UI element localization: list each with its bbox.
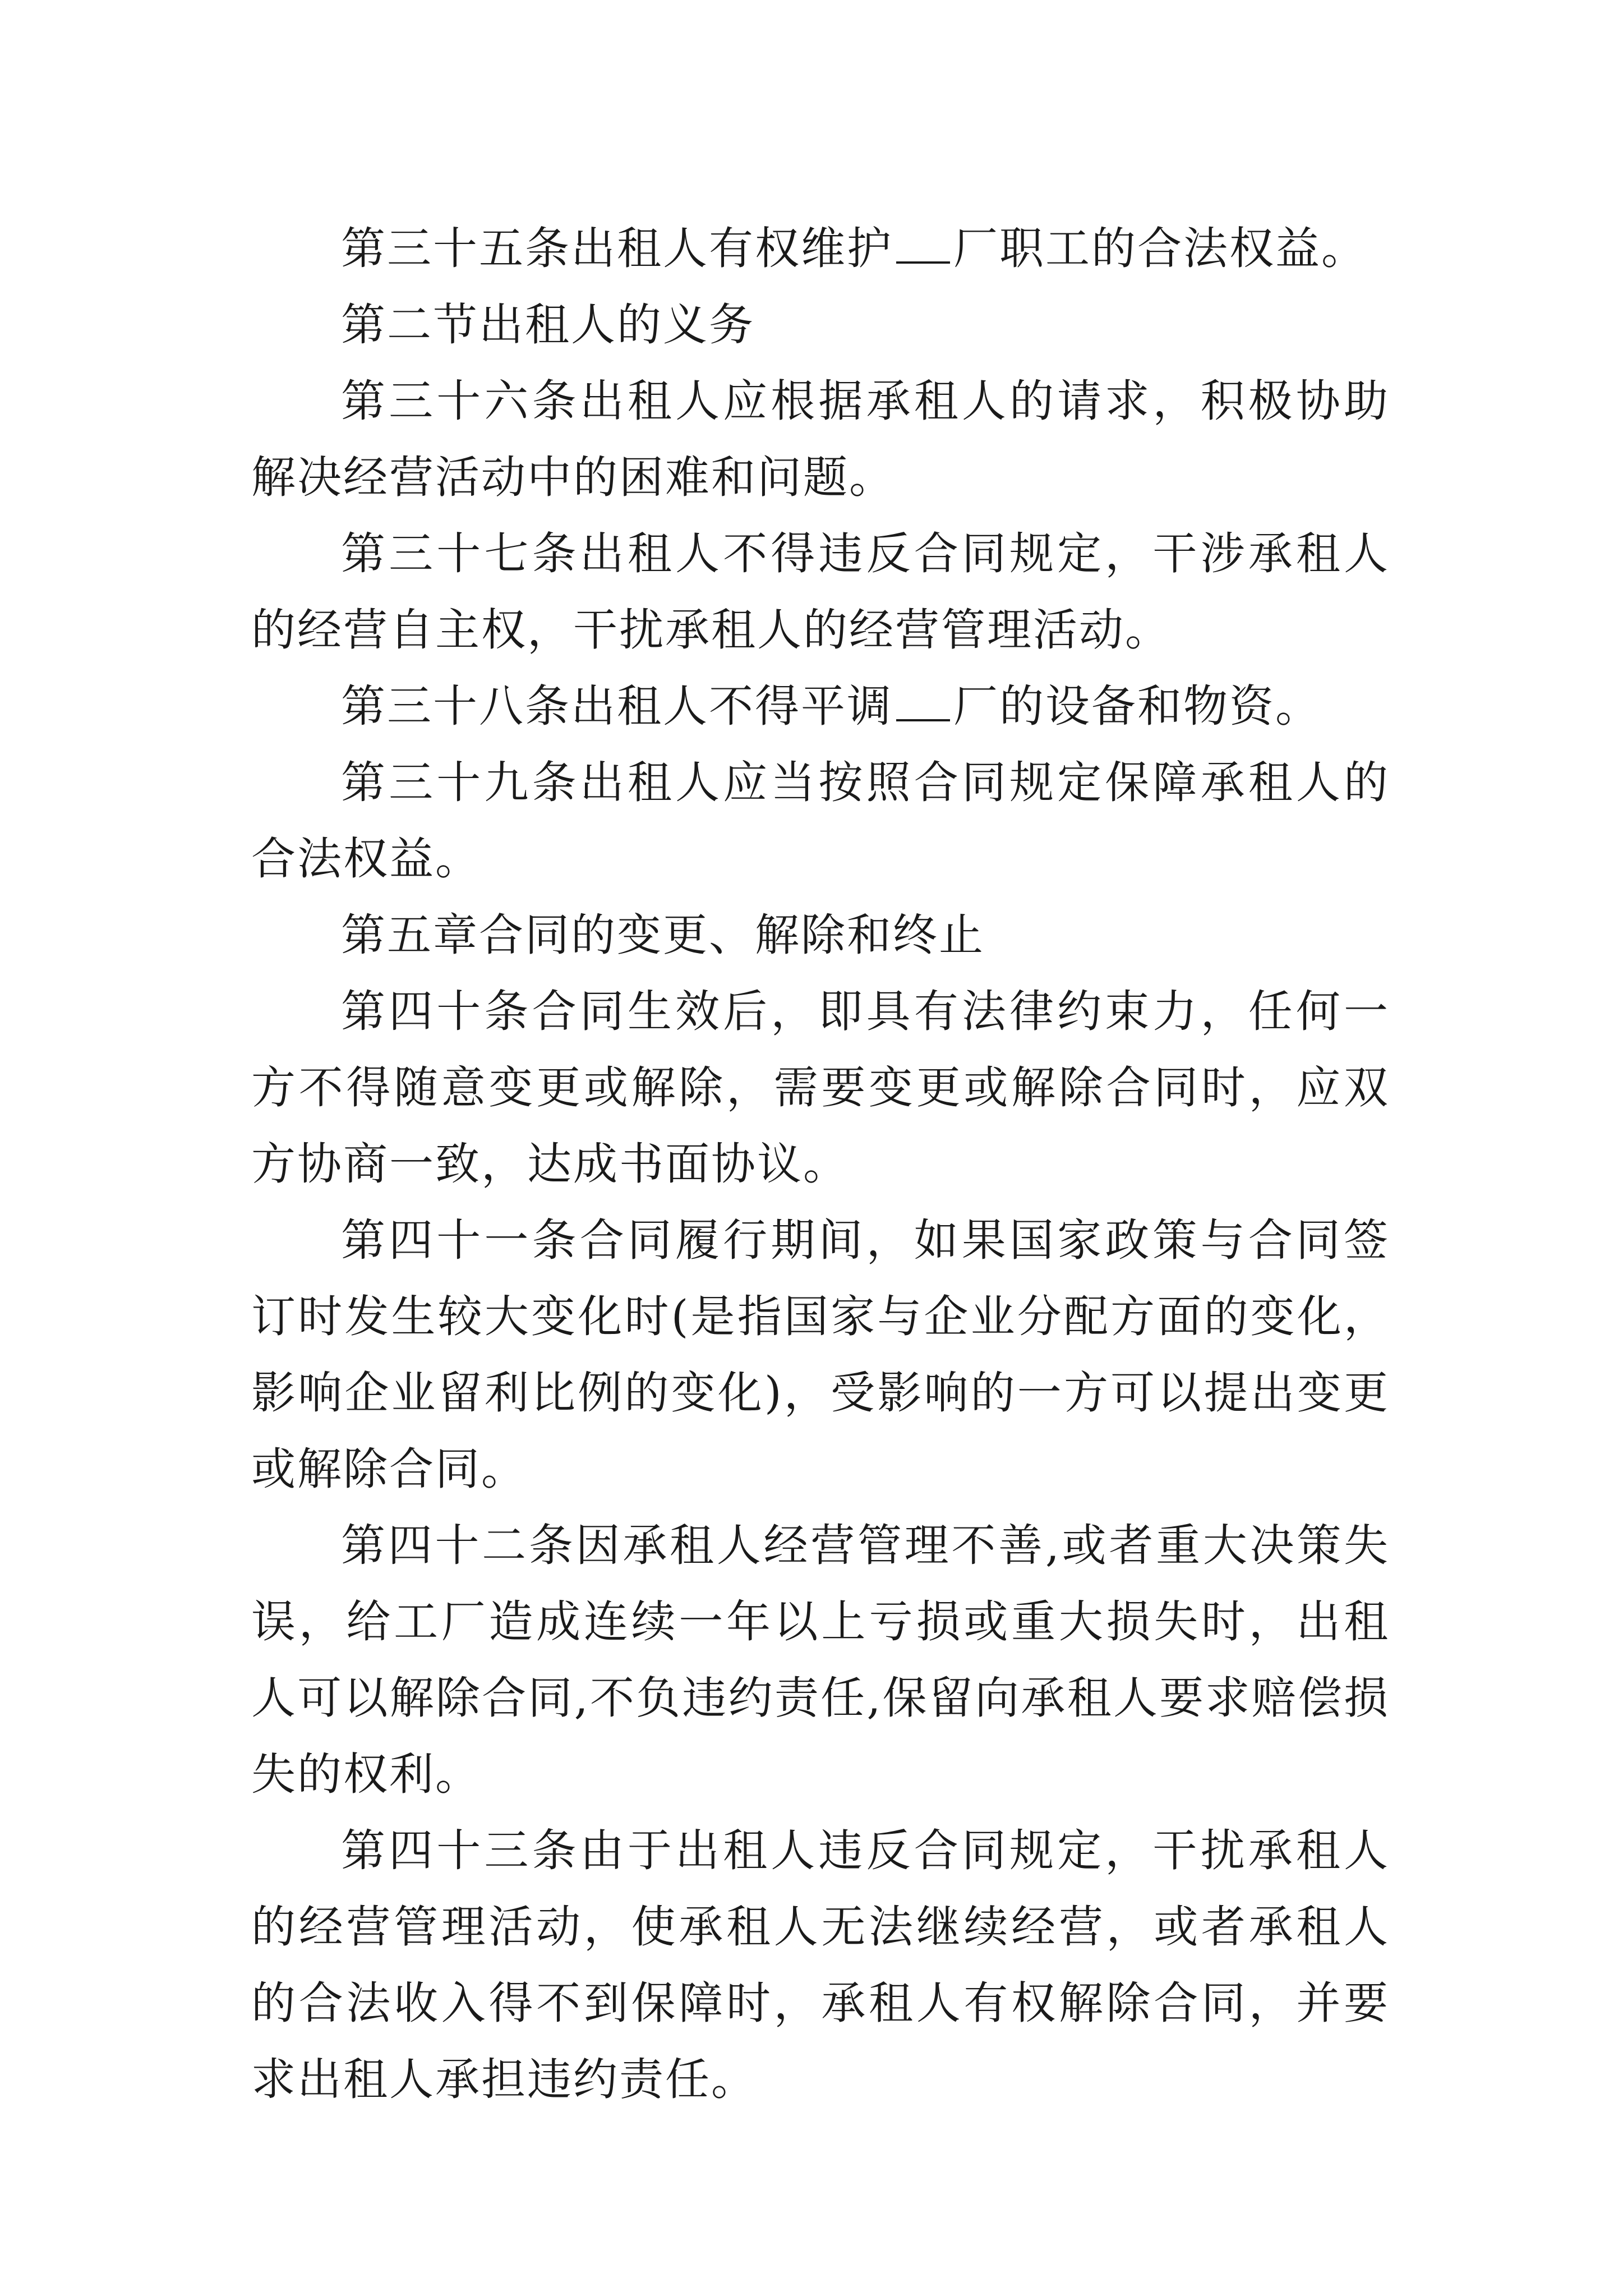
- document-body: [251, 210, 1390, 2118]
- section-heading-lessor-obligations: 第二节出租人的义务: [341, 299, 755, 351]
- fill-in-blank: [896, 228, 950, 264]
- article-38-text-before: 第三十八条出租人不得平调: [341, 680, 893, 732]
- article-36: 第三十六条出租人应根据承租人的请求，积极协助解决经营活动中的困难和问题。: [251, 375, 1390, 503]
- article-38: [251, 668, 1390, 744]
- article-43: 第四十三条由于出租人违反合同规定，干扰承租人的经营管理活动，使承租人无法继续经营，或者承租人的合法收入得不到保障时，承租人有权解除合同，并要求出租人承担违约责任。: [251, 1825, 1390, 2105]
- article-39: 第三十九条出租人应当按照合同规定保障承租人的合法权益。: [251, 757, 1390, 885]
- article-37: 第三十七条出租人不得违反合同规定，干涉承租人的经营自主权，干扰承租人的经营管理活动。: [251, 528, 1390, 656]
- article-35-text-after: 厂职工的合法权益。: [953, 223, 1367, 274]
- chapter-heading-contract-change: 第五章合同的变更、解除和终止: [341, 909, 985, 961]
- fill-in-blank: [896, 685, 950, 721]
- article-40: 第四十条合同生效后，即具有法律约束力，任何一方不得随意变更或解除，需要变更或解除合同时，应双方协商一致，达成书面协议。: [251, 986, 1390, 1190]
- article-35-text-before: 第三十五条出租人有权维护: [341, 223, 893, 274]
- article-42: 第四十二条因承租人经营管理不善,或者重大决策失误，给工厂造成连续一年以上亏损或重大损失时，出租人可以解除合同,不负违约责任,保留向承租人要求赔偿损失的权利。: [251, 1520, 1390, 1800]
- article-38-text-after: 厂的设备和物资。: [953, 680, 1321, 732]
- article-41: 第四十一条合同履行期间，如果国家政策与合同签订时发生较大变化时(是指国家与企业分配方面的变化，影响企业留利比例的变化)，受影响的一方可以提出变更或解除合同。: [251, 1214, 1390, 1495]
- article-35: [251, 210, 1390, 287]
